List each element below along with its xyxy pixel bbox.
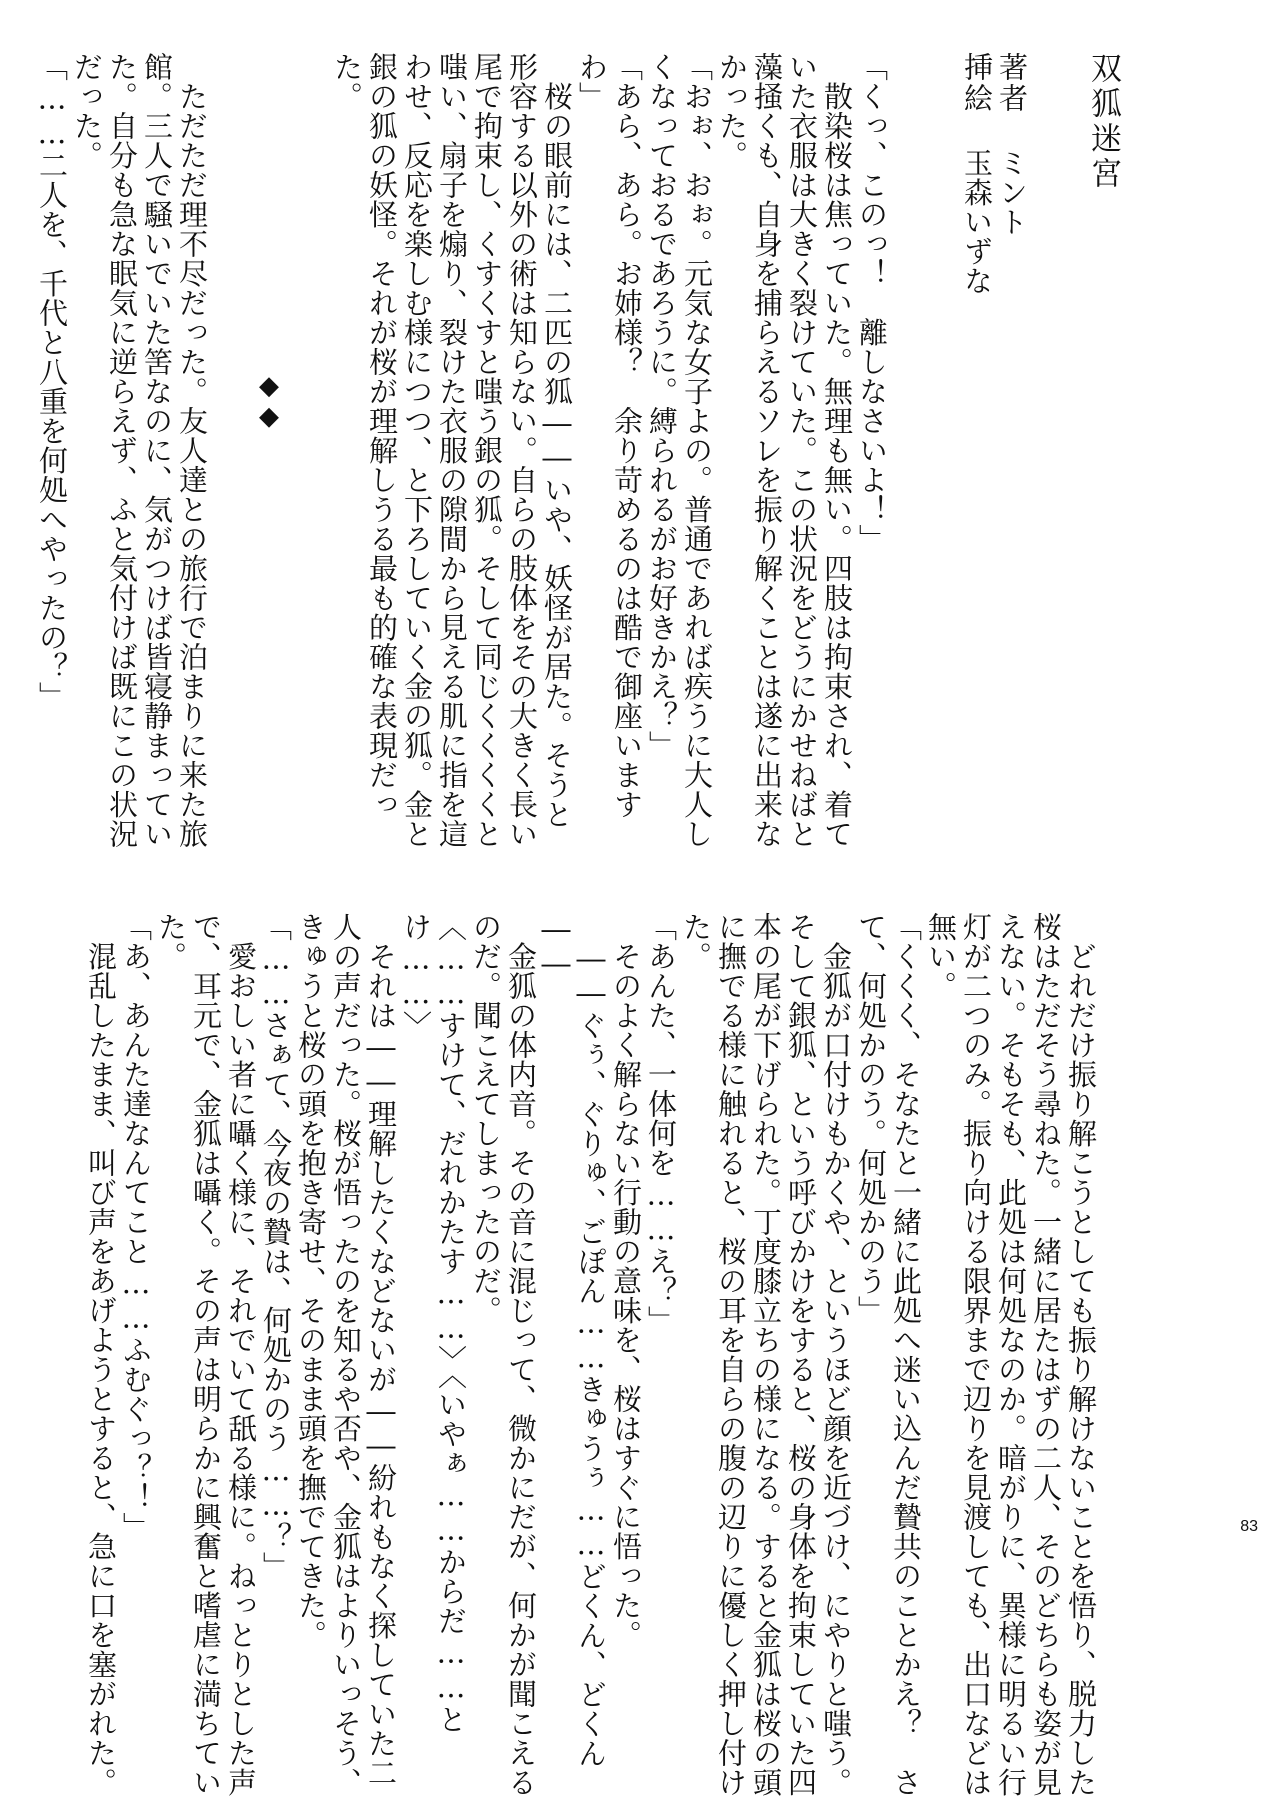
paragraph: それは――理解したくなどないが――紛れもなく探していた二人の声だった。桜が悟ったのを知るや否や、金狐はよりいっそう、きゅうと桜の頭を抱き寄せ、そのまま頭を撫でてきた。	[294, 912, 398, 1797]
paragraph: 金狐が口付けもかくや、というほど顔を近づけ、にやりと嗤う。そして銀狐、という呼びかけをすると、桜の身体を拘束していた四本の尾が下げられた。丁度膝立ちの様になる。すると金狐は桜の頭に撫でる様に触れると、桜の耳を自らの腹の辺りに優しく押し付けた。	[679, 912, 853, 1797]
paragraph: 「あら、あら。お姉様？ 余り苛めるのは酷で御座いますわ」	[575, 52, 644, 819]
story-title: 双狐迷宮	[1085, 52, 1121, 192]
paragraph: 「くくく、そなたと一緒に此処へ迷い込んだ贄共のことかえ？ さて、何処かのう。何処かのう」	[854, 912, 923, 1797]
bottom-text-block	[84, 912, 1098, 1812]
paragraph: 「……二人を、千代と八重を何処へやったの？」	[35, 52, 69, 711]
paragraph: ただただ理不尽だった。友人達との旅行で泊まりに来た旅館。三人で騒いでいた筈なのに、気がつけば皆寝静まっていた。自分も急な眠気に逆らえず、ふと気付けば既にこの状況だった。	[70, 52, 209, 849]
paragraph: 愛おしい者に囁く様に、それでいて舐る様に。ねっとりとした声で、耳元で、金狐は囁く。その声は明らかに興奮と嗜虐に満ちていた。	[154, 912, 258, 1797]
illustrator-name: 玉森いずな	[960, 148, 994, 296]
paragraph: 「あ、あんた達なんてこと……ふむぐっ？！」	[119, 912, 153, 1542]
credits	[959, 52, 1029, 852]
illustrator-credit	[959, 52, 994, 852]
paragraph: どれだけ振り解こうとしても振り解けないことを悟り、脱力した桜はただそう尋ねた。一緒に居たはずの二人、そのどちらも姿が見えない。そもそも、此処は何処なのか。暗がりに、異様に明るい行灯が二つのみ。振り向ける限界まで辺りを見渡しても、出口などは無い。	[924, 912, 1098, 1797]
paragraph: 「……さぁて、今夜の贄は、何処かのう……？」	[259, 912, 293, 1581]
paragraph: 「あんた、一体何を……え？」	[644, 912, 678, 1335]
paragraph: 混乱したまま、叫び声をあげようとすると、急に口を塞がれた。	[84, 912, 118, 1797]
paragraph: 桜の眼前には、二匹の狐――いや、妖怪が居た。そうと形容する以外の術は知らない。自らの肢体をその大きく長い尾で拘束し、くすくすと嗤う銀の狐。そして同じくくくくと嗤い、扇子を煽り、裂けた衣服の隙間から見える肌に指を這わせ、反応を楽しむ様につつ、と下ろしていく金の狐。金と銀の狐の妖怪。それが桜が理解しうる最も的確な表現だった。	[330, 52, 574, 849]
paragraph: ――ぐぅ、ぐりゅ、ごぽん……きゅうぅ……どくん、どくん――	[539, 912, 608, 1768]
paragraph: そのよく解らない行動の意味を、桜はすぐに悟った。	[609, 912, 643, 1650]
paragraph: 「くっ、このっ！ 離しなさいよ！」	[855, 52, 889, 554]
author-name: ミント	[995, 148, 1029, 237]
author-label: 著者	[995, 52, 1029, 114]
page-number: 83	[1240, 1518, 1258, 1535]
illustrator-label: 挿絵	[960, 52, 994, 114]
paragraph: 金狐の体内音。その音に混じって、微かにだが、何かが聞こえるのだ。聞こえてしまったのだ。	[469, 912, 538, 1797]
separator-diamonds: ◆◆	[254, 371, 284, 432]
scene-separator	[249, 52, 289, 852]
paragraph: 〈……すけて、だれかたす……〉〈いやぁ……からだ……とけ……〉	[399, 912, 468, 1734]
paragraph: 「おぉ、おぉ。元気な女子よの。普通であれば疾うに大人しくなっておるであろうに。縛られるがお好きかえ？」	[645, 52, 714, 849]
top-text-block	[35, 52, 1121, 852]
author-credit	[994, 52, 1029, 852]
paragraph: 散染桜は焦っていた。無理も無い。四肢は拘束され、着ていた衣服は大きく裂けていた。この状況をどうにかせねばと藻掻くも、自身を捕らえるソレを振り解くことは遂に出来なかった。	[715, 52, 854, 849]
